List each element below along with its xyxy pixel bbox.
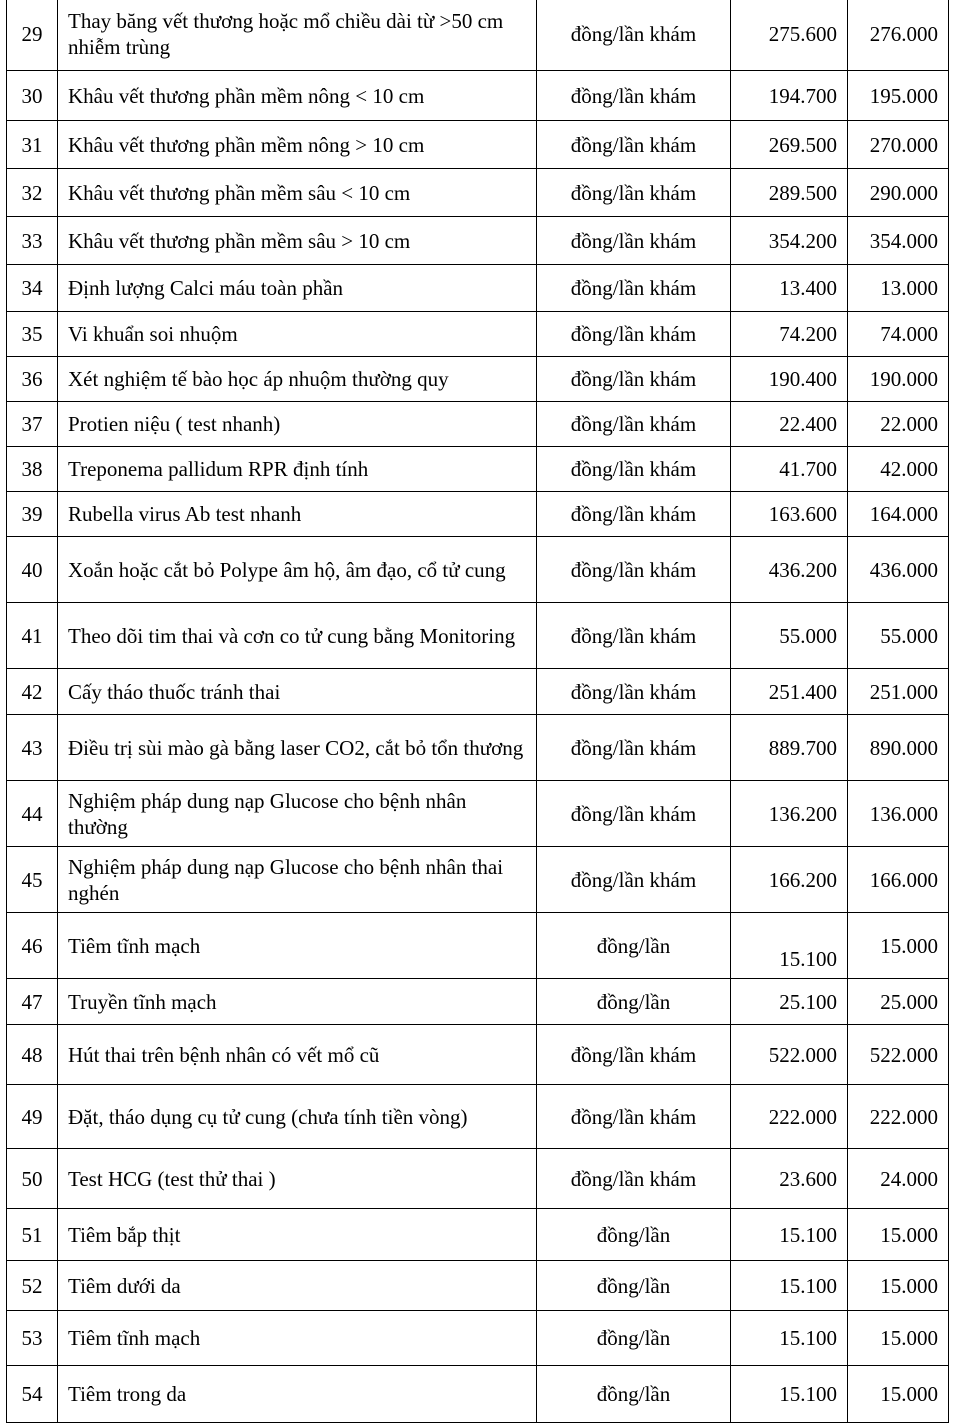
table-row [7, 169, 949, 217]
row-number: 53 [7, 1311, 58, 1366]
table-row [7, 715, 949, 781]
price-old: 13.400 [731, 265, 848, 312]
unit: đồng/lần khám [537, 357, 731, 402]
service-name: Khâu vết thương phần mềm sâu > 10 cm [58, 217, 537, 265]
table-row [7, 537, 949, 603]
unit: đồng/lần [537, 913, 731, 979]
unit: đồng/lần khám [537, 402, 731, 447]
price-new: 42.000 [848, 447, 949, 492]
unit: đồng/lần khám [537, 447, 731, 492]
price-new: 354.000 [848, 217, 949, 265]
unit: đồng/lần khám [537, 603, 731, 669]
unit: đồng/lần khám [537, 265, 731, 312]
price-table [6, 0, 949, 1423]
price-old: 222.000 [731, 1085, 848, 1149]
table-row [7, 492, 949, 537]
price-old: 269.500 [731, 121, 848, 169]
unit: đồng/lần khám [537, 71, 731, 121]
price-old: 251.400 [731, 669, 848, 715]
row-number: 52 [7, 1261, 58, 1311]
price-old: 163.600 [731, 492, 848, 537]
service-name: Truyền tĩnh mạch [58, 979, 537, 1025]
service-name: Test HCG (test thử thai ) [58, 1149, 537, 1209]
price-old: 15.100 [731, 1261, 848, 1311]
unit: đồng/lần khám [537, 492, 731, 537]
row-number: 42 [7, 669, 58, 715]
price-old: 354.200 [731, 217, 848, 265]
price-new: 195.000 [848, 71, 949, 121]
row-number: 48 [7, 1025, 58, 1085]
service-name: Tiêm bắp thịt [58, 1209, 537, 1261]
price-old: 15.100 [731, 913, 848, 979]
table-row [7, 1085, 949, 1149]
price-new: 190.000 [848, 357, 949, 402]
table-row [7, 0, 949, 71]
table-row [7, 71, 949, 121]
price-new: 251.000 [848, 669, 949, 715]
price-old: 55.000 [731, 603, 848, 669]
row-number: 40 [7, 537, 58, 603]
service-name: Cấy tháo thuốc tránh thai [58, 669, 537, 715]
service-name: Hút thai trên bệnh nhân có vết mổ cũ [58, 1025, 537, 1085]
price-old: 190.400 [731, 357, 848, 402]
unit: đồng/lần khám [537, 537, 731, 603]
row-number: 50 [7, 1149, 58, 1209]
service-name: Điều trị sùi mào gà bằng laser CO2, cắt bỏ tổn thương [58, 715, 537, 781]
price-new: 15.000 [848, 1366, 949, 1423]
price-new: 270.000 [848, 121, 949, 169]
row-number: 34 [7, 265, 58, 312]
unit: đồng/lần [537, 1366, 731, 1423]
unit: đồng/lần khám [537, 312, 731, 357]
price-old: 15.100 [731, 1209, 848, 1261]
row-number: 36 [7, 357, 58, 402]
table-row [7, 447, 949, 492]
row-number: 41 [7, 603, 58, 669]
table-row [7, 402, 949, 447]
price-new: 166.000 [848, 847, 949, 913]
price-old: 166.200 [731, 847, 848, 913]
row-number: 33 [7, 217, 58, 265]
row-number: 49 [7, 1085, 58, 1149]
price-old: 41.700 [731, 447, 848, 492]
table-row [7, 603, 949, 669]
price-new: 15.000 [848, 1261, 949, 1311]
unit: đồng/lần [537, 979, 731, 1025]
price-old: 436.200 [731, 537, 848, 603]
price-new: 222.000 [848, 1085, 949, 1149]
row-number: 39 [7, 492, 58, 537]
service-name: Thay băng vết thương hoặc mổ chiều dài từ >50 cm nhiễm trùng [58, 0, 537, 71]
service-name: Protien niệu ( test nhanh) [58, 402, 537, 447]
price-old: 74.200 [731, 312, 848, 357]
service-name: Tiêm trong da [58, 1366, 537, 1423]
price-old: 275.600 [731, 0, 848, 71]
table-row [7, 847, 949, 913]
price-old: 289.500 [731, 169, 848, 217]
table-row [7, 1025, 949, 1085]
table-row [7, 979, 949, 1025]
row-number: 29 [7, 0, 58, 71]
price-old: 23.600 [731, 1149, 848, 1209]
service-name: Vi khuẩn soi nhuộm [58, 312, 537, 357]
price-new: 55.000 [848, 603, 949, 669]
price-new: 15.000 [848, 1311, 949, 1366]
row-number: 45 [7, 847, 58, 913]
price-new: 276.000 [848, 0, 949, 71]
table-row [7, 913, 949, 979]
service-name: Tiêm tĩnh mạch [58, 913, 537, 979]
price-old: 25.100 [731, 979, 848, 1025]
unit: đồng/lần khám [537, 1149, 731, 1209]
price-new: 74.000 [848, 312, 949, 357]
price-new: 15.000 [848, 1209, 949, 1261]
table-row [7, 1149, 949, 1209]
price-new: 15.000 [848, 913, 949, 979]
table-row [7, 1209, 949, 1261]
service-name: Rubella virus Ab test nhanh [58, 492, 537, 537]
unit: đồng/lần khám [537, 715, 731, 781]
table-row [7, 1366, 949, 1423]
price-new: 890.000 [848, 715, 949, 781]
table-row [7, 312, 949, 357]
row-number: 44 [7, 781, 58, 847]
unit: đồng/lần khám [537, 1085, 731, 1149]
price-old: 889.700 [731, 715, 848, 781]
price-old: 194.700 [731, 71, 848, 121]
unit: đồng/lần khám [537, 669, 731, 715]
unit: đồng/lần khám [537, 847, 731, 913]
unit: đồng/lần khám [537, 169, 731, 217]
price-new: 164.000 [848, 492, 949, 537]
price-new: 436.000 [848, 537, 949, 603]
unit: đồng/lần khám [537, 121, 731, 169]
service-name: Khâu vết thương phần mềm nông > 10 cm [58, 121, 537, 169]
price-old: 15.100 [731, 1311, 848, 1366]
service-name: Đặt, tháo dụng cụ tử cung (chưa tính tiền vòng) [58, 1085, 537, 1149]
price-new: 522.000 [848, 1025, 949, 1085]
row-number: 47 [7, 979, 58, 1025]
service-name: Nghiệm pháp dung nạp Glucose cho bệnh nhân thai nghén [58, 847, 537, 913]
row-number: 31 [7, 121, 58, 169]
price-old: 522.000 [731, 1025, 848, 1085]
price-new: 25.000 [848, 979, 949, 1025]
table-row [7, 1311, 949, 1366]
row-number: 54 [7, 1366, 58, 1423]
price-old: 15.100 [731, 1366, 848, 1423]
row-number: 37 [7, 402, 58, 447]
price-old: 22.400 [731, 402, 848, 447]
row-number: 35 [7, 312, 58, 357]
price-new: 13.000 [848, 265, 949, 312]
unit: đồng/lần [537, 1209, 731, 1261]
service-name: Nghiệm pháp dung nạp Glucose cho bệnh nhân thường [58, 781, 537, 847]
unit: đồng/lần khám [537, 0, 731, 71]
table-row [7, 217, 949, 265]
service-name: Theo dõi tim thai và cơn co tử cung bằng Monitoring [58, 603, 537, 669]
table-row [7, 265, 949, 312]
unit: đồng/lần khám [537, 217, 731, 265]
price-old: 136.200 [731, 781, 848, 847]
service-name: Khâu vết thương phần mềm nông < 10 cm [58, 71, 537, 121]
service-name: Tiêm tĩnh mạch [58, 1311, 537, 1366]
table-row [7, 357, 949, 402]
service-name: Định lượng Calci máu toàn phần [58, 265, 537, 312]
price-new: 136.000 [848, 781, 949, 847]
price-new: 24.000 [848, 1149, 949, 1209]
table-row [7, 781, 949, 847]
table-row [7, 1261, 949, 1311]
row-number: 32 [7, 169, 58, 217]
service-name: Treponema pallidum RPR định tính [58, 447, 537, 492]
price-new: 22.000 [848, 402, 949, 447]
service-name: Xét nghiệm tế bào học áp nhuộm thường quy [58, 357, 537, 402]
row-number: 51 [7, 1209, 58, 1261]
service-name: Xoắn hoặc cắt bỏ Polype âm hộ, âm đạo, cổ tử cung [58, 537, 537, 603]
row-number: 30 [7, 71, 58, 121]
service-name: Tiêm dưới da [58, 1261, 537, 1311]
table-row [7, 669, 949, 715]
row-number: 46 [7, 913, 58, 979]
table-row [7, 121, 949, 169]
unit: đồng/lần [537, 1261, 731, 1311]
unit: đồng/lần [537, 1311, 731, 1366]
service-name: Khâu vết thương phần mềm sâu < 10 cm [58, 169, 537, 217]
row-number: 38 [7, 447, 58, 492]
unit: đồng/lần khám [537, 781, 731, 847]
unit: đồng/lần khám [537, 1025, 731, 1085]
row-number: 43 [7, 715, 58, 781]
price-new: 290.000 [848, 169, 949, 217]
